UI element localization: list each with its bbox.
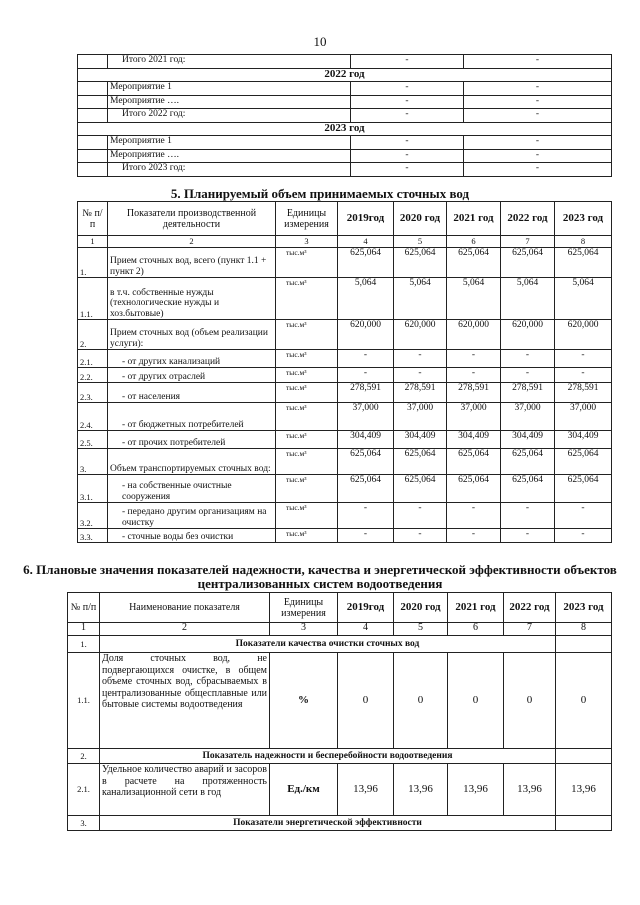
value-cell: 278,591: [555, 383, 612, 403]
value-cell: 0: [448, 653, 504, 749]
value-cell: 0: [338, 653, 394, 749]
unit: тыс.м³: [276, 403, 338, 431]
row-number: 1.: [68, 636, 100, 653]
events-table: [77, 54, 612, 177]
unit: тыс.м³: [276, 475, 338, 503]
value-cell: 625,064: [447, 449, 501, 475]
column-header: 2019год: [338, 593, 394, 623]
event-value: -: [464, 136, 612, 150]
value-cell: 13,96: [448, 764, 504, 816]
value-cell: -: [447, 503, 501, 529]
value-cell: 625,064: [447, 475, 501, 503]
table-row: [68, 653, 612, 749]
value-cell: 304,409: [338, 431, 394, 449]
indicator-name: Доля сточных вод, не подвергающихся очистке, в общем объеме сточных вод, сбрасываемых в централизованные общесплавные или бытовые системы водоотведения: [100, 653, 270, 749]
value-cell: 625,064: [501, 248, 555, 278]
group-title: Показатель надежности и бесперебойности водоотведения: [100, 749, 556, 764]
column-header: 2021 год: [447, 202, 501, 236]
value-cell: 0: [394, 653, 448, 749]
row-number: 1.1.: [78, 278, 108, 320]
row-number: 2.1.: [68, 764, 100, 816]
value-cell: 5,064: [338, 278, 394, 320]
column-number: 8: [556, 623, 612, 636]
indicator-name: Удельное количество аварий и засоров в расчете на протяженность канализационной сети в год: [100, 764, 270, 816]
indicator-name: - от населения: [108, 383, 276, 403]
column-number: 4: [338, 623, 394, 636]
table-row: [78, 136, 612, 150]
cell-empty: [78, 55, 108, 69]
value-cell: -: [501, 350, 555, 368]
indicator-name: - сточные воды без очистки: [108, 529, 276, 543]
value-cell: 0: [556, 653, 612, 749]
event-value: -: [351, 149, 464, 163]
event-value: -: [351, 109, 464, 123]
event-value: -: [464, 163, 612, 177]
indicator-name: - от других отраслей: [108, 368, 276, 383]
value-cell: -: [555, 368, 612, 383]
unit: Ед./км: [270, 764, 338, 816]
value-cell: -: [501, 368, 555, 383]
value-cell: 304,409: [555, 431, 612, 449]
column-number: 5: [394, 236, 447, 248]
event-value: -: [464, 82, 612, 96]
cell-empty: [556, 816, 612, 831]
row-number: 2.: [68, 749, 100, 764]
value-cell: 620,000: [394, 320, 447, 350]
value-cell: 278,591: [338, 383, 394, 403]
table-row: [78, 449, 612, 475]
unit: тыс.м³: [276, 529, 338, 543]
value-cell: -: [394, 350, 447, 368]
column-header: Единицы измерения: [270, 593, 338, 623]
indicator-name: - от бюджетных потребителей: [108, 403, 276, 431]
column-number: 1: [68, 623, 100, 636]
column-number-row: [68, 623, 612, 636]
event-label: Мероприятие ….: [108, 149, 351, 163]
value-cell: 625,064: [394, 449, 447, 475]
section5-title: 5. Планируемый объем принимаемых сточных вод: [170, 186, 470, 201]
value-cell: -: [447, 529, 501, 543]
row-number: 3.1.: [78, 475, 108, 503]
value-cell: 37,000: [338, 403, 394, 431]
column-header: Наименование показателя: [100, 593, 270, 623]
wastewater-volume-table: [77, 201, 612, 543]
cell-empty: [78, 82, 108, 96]
table-row: [78, 109, 612, 123]
column-number: 8: [555, 236, 612, 248]
indicator-name: в т.ч. собственные нужды (технологические нужды и хоз.бытовые): [108, 278, 276, 320]
table-row: [78, 55, 612, 69]
value-cell: 278,591: [394, 383, 447, 403]
value-cell: 37,000: [394, 403, 447, 431]
value-cell: 37,000: [501, 403, 555, 431]
column-number: 6: [448, 623, 504, 636]
column-number: 7: [501, 236, 555, 248]
table-row: [78, 122, 612, 136]
value-cell: 13,96: [394, 764, 448, 816]
column-header: 2020 год: [394, 202, 447, 236]
value-cell: -: [555, 503, 612, 529]
group-row: [68, 749, 612, 764]
value-cell: 13,96: [504, 764, 556, 816]
column-header: 2021 год: [448, 593, 504, 623]
row-number: 2.: [78, 320, 108, 350]
value-cell: 625,064: [338, 248, 394, 278]
value-cell: 625,064: [501, 475, 555, 503]
year-header: 2023 год: [78, 122, 612, 136]
group-row: [68, 636, 612, 653]
column-number: 2: [108, 236, 276, 248]
column-number: 5: [394, 623, 448, 636]
indicator-name: Объем транспортируемых сточных вод:: [108, 449, 276, 475]
value-cell: 37,000: [555, 403, 612, 431]
column-header: № п/п: [78, 202, 108, 236]
event-value: -: [351, 163, 464, 177]
column-header: 2023 год: [555, 202, 612, 236]
group-title: Показатели качества очистки сточных вод: [100, 636, 556, 653]
reliability-indicators-table: [67, 592, 612, 831]
value-cell: 620,000: [447, 320, 501, 350]
row-number: 2.1.: [78, 350, 108, 368]
event-label: Итого 2023 год:: [108, 163, 351, 177]
value-cell: -: [338, 350, 394, 368]
cell-empty: [78, 136, 108, 150]
row-number: 1.1.: [68, 653, 100, 749]
unit: тыс.м³: [276, 503, 338, 529]
value-cell: 625,064: [555, 449, 612, 475]
header-row: [78, 202, 612, 236]
indicator-name: Прием сточных вод, всего (пункт 1.1 + пункт 2): [108, 248, 276, 278]
indicator-name: - от прочих потребителей: [108, 431, 276, 449]
value-cell: 620,000: [501, 320, 555, 350]
column-number: 7: [504, 623, 556, 636]
unit: тыс.м³: [276, 383, 338, 403]
value-cell: -: [555, 529, 612, 543]
section6-title: 6. Плановые значения показателей надежности, качества и энергетической эффективности объектов централизованных систем водоотведения: [23, 562, 617, 591]
table-row: [78, 350, 612, 368]
value-cell: 5,064: [555, 278, 612, 320]
cell-empty: [78, 149, 108, 163]
value-cell: -: [338, 529, 394, 543]
event-value: -: [464, 95, 612, 109]
value-cell: 625,064: [555, 248, 612, 278]
column-header: Единицы измерения: [276, 202, 338, 236]
indicator-name: - передано другим организациям на очистку: [108, 503, 276, 529]
column-header: № п/п: [68, 593, 100, 623]
unit: тыс.м³: [276, 449, 338, 475]
value-cell: -: [338, 503, 394, 529]
row-number: 3.3.: [78, 529, 108, 543]
event-value: -: [464, 149, 612, 163]
table-row: [78, 68, 612, 82]
column-number: 4: [338, 236, 394, 248]
event-value: -: [351, 95, 464, 109]
unit: тыс.м³: [276, 431, 338, 449]
event-value: -: [464, 55, 612, 69]
column-number: 1: [78, 236, 108, 248]
value-cell: -: [501, 529, 555, 543]
value-cell: 625,064: [338, 475, 394, 503]
column-number-row: [78, 236, 612, 248]
column-number: 3: [276, 236, 338, 248]
table-row: [78, 320, 612, 350]
value-cell: 278,591: [447, 383, 501, 403]
indicator-name: - на собственные очистные сооружения: [108, 475, 276, 503]
event-label: Мероприятие 1: [108, 82, 351, 96]
indicator-name: - от других канализаций: [108, 350, 276, 368]
event-label: Итого 2022 год:: [108, 109, 351, 123]
row-number: 2.3.: [78, 383, 108, 403]
event-label: Мероприятие 1: [108, 136, 351, 150]
value-cell: 625,064: [555, 475, 612, 503]
value-cell: 5,064: [501, 278, 555, 320]
value-cell: 304,409: [394, 431, 447, 449]
table-row: [78, 149, 612, 163]
value-cell: -: [447, 368, 501, 383]
table-row: [78, 383, 612, 403]
column-number: 2: [100, 623, 270, 636]
value-cell: -: [338, 368, 394, 383]
value-cell: -: [447, 350, 501, 368]
table-row: [78, 529, 612, 543]
group-row: [68, 816, 612, 831]
page-number: 10: [313, 34, 327, 49]
column-header: 2022 год: [501, 202, 555, 236]
value-cell: -: [394, 368, 447, 383]
event-label: Итого 2021 год:: [108, 55, 351, 69]
cell-empty: [78, 109, 108, 123]
value-cell: -: [394, 503, 447, 529]
table-row: [78, 403, 612, 431]
table-row: [78, 475, 612, 503]
value-cell: 304,409: [447, 431, 501, 449]
unit: %: [270, 653, 338, 749]
table-row: [78, 278, 612, 320]
value-cell: -: [555, 350, 612, 368]
row-number: 2.2.: [78, 368, 108, 383]
row-number: 1.: [78, 248, 108, 278]
column-header: 2023 год: [556, 593, 612, 623]
column-number: 6: [447, 236, 501, 248]
cell-empty: [78, 95, 108, 109]
header-row: [68, 593, 612, 623]
unit: тыс.м³: [276, 248, 338, 278]
table-row: [78, 368, 612, 383]
value-cell: 5,064: [394, 278, 447, 320]
indicator-name: Прием сточных вод (объем реализации услуги):: [108, 320, 276, 350]
value-cell: 13,96: [338, 764, 394, 816]
unit: тыс.м³: [276, 368, 338, 383]
row-number: 2.5.: [78, 431, 108, 449]
event-value: -: [351, 136, 464, 150]
value-cell: 0: [504, 653, 556, 749]
unit: тыс.м³: [276, 350, 338, 368]
value-cell: 278,591: [501, 383, 555, 403]
column-header: 2022 год: [504, 593, 556, 623]
cell-empty: [78, 163, 108, 177]
value-cell: 13,96: [556, 764, 612, 816]
value-cell: 625,064: [501, 449, 555, 475]
value-cell: -: [501, 503, 555, 529]
row-number: 3.: [78, 449, 108, 475]
value-cell: 625,064: [394, 248, 447, 278]
table-row: [78, 248, 612, 278]
row-number: 3.2.: [78, 503, 108, 529]
cell-empty: [556, 749, 612, 764]
value-cell: 620,000: [338, 320, 394, 350]
event-label: Мероприятие ….: [108, 95, 351, 109]
value-cell: 37,000: [447, 403, 501, 431]
cell-empty: [556, 636, 612, 653]
table-row: [78, 95, 612, 109]
event-value: -: [351, 82, 464, 96]
value-cell: 5,064: [447, 278, 501, 320]
value-cell: 625,064: [447, 248, 501, 278]
value-cell: -: [394, 529, 447, 543]
group-title: Показатели энергетической эффективности: [100, 816, 556, 831]
event-value: -: [351, 55, 464, 69]
event-value: -: [464, 109, 612, 123]
row-number: 3.: [68, 816, 100, 831]
year-header: 2022 год: [78, 68, 612, 82]
table-row: [78, 82, 612, 96]
table-row: [78, 503, 612, 529]
value-cell: 625,064: [394, 475, 447, 503]
column-header: Показатели производственной деятельности: [108, 202, 276, 236]
row-number: 2.4.: [78, 403, 108, 431]
table-row: [68, 764, 612, 816]
table-row: [78, 163, 612, 177]
column-header: 2019год: [338, 202, 394, 236]
table-row: [78, 431, 612, 449]
column-header: 2020 год: [394, 593, 448, 623]
unit: тыс.м³: [276, 320, 338, 350]
value-cell: 620,000: [555, 320, 612, 350]
unit: тыс.м³: [276, 278, 338, 320]
value-cell: 304,409: [501, 431, 555, 449]
value-cell: 625,064: [338, 449, 394, 475]
column-number: 3: [270, 623, 338, 636]
